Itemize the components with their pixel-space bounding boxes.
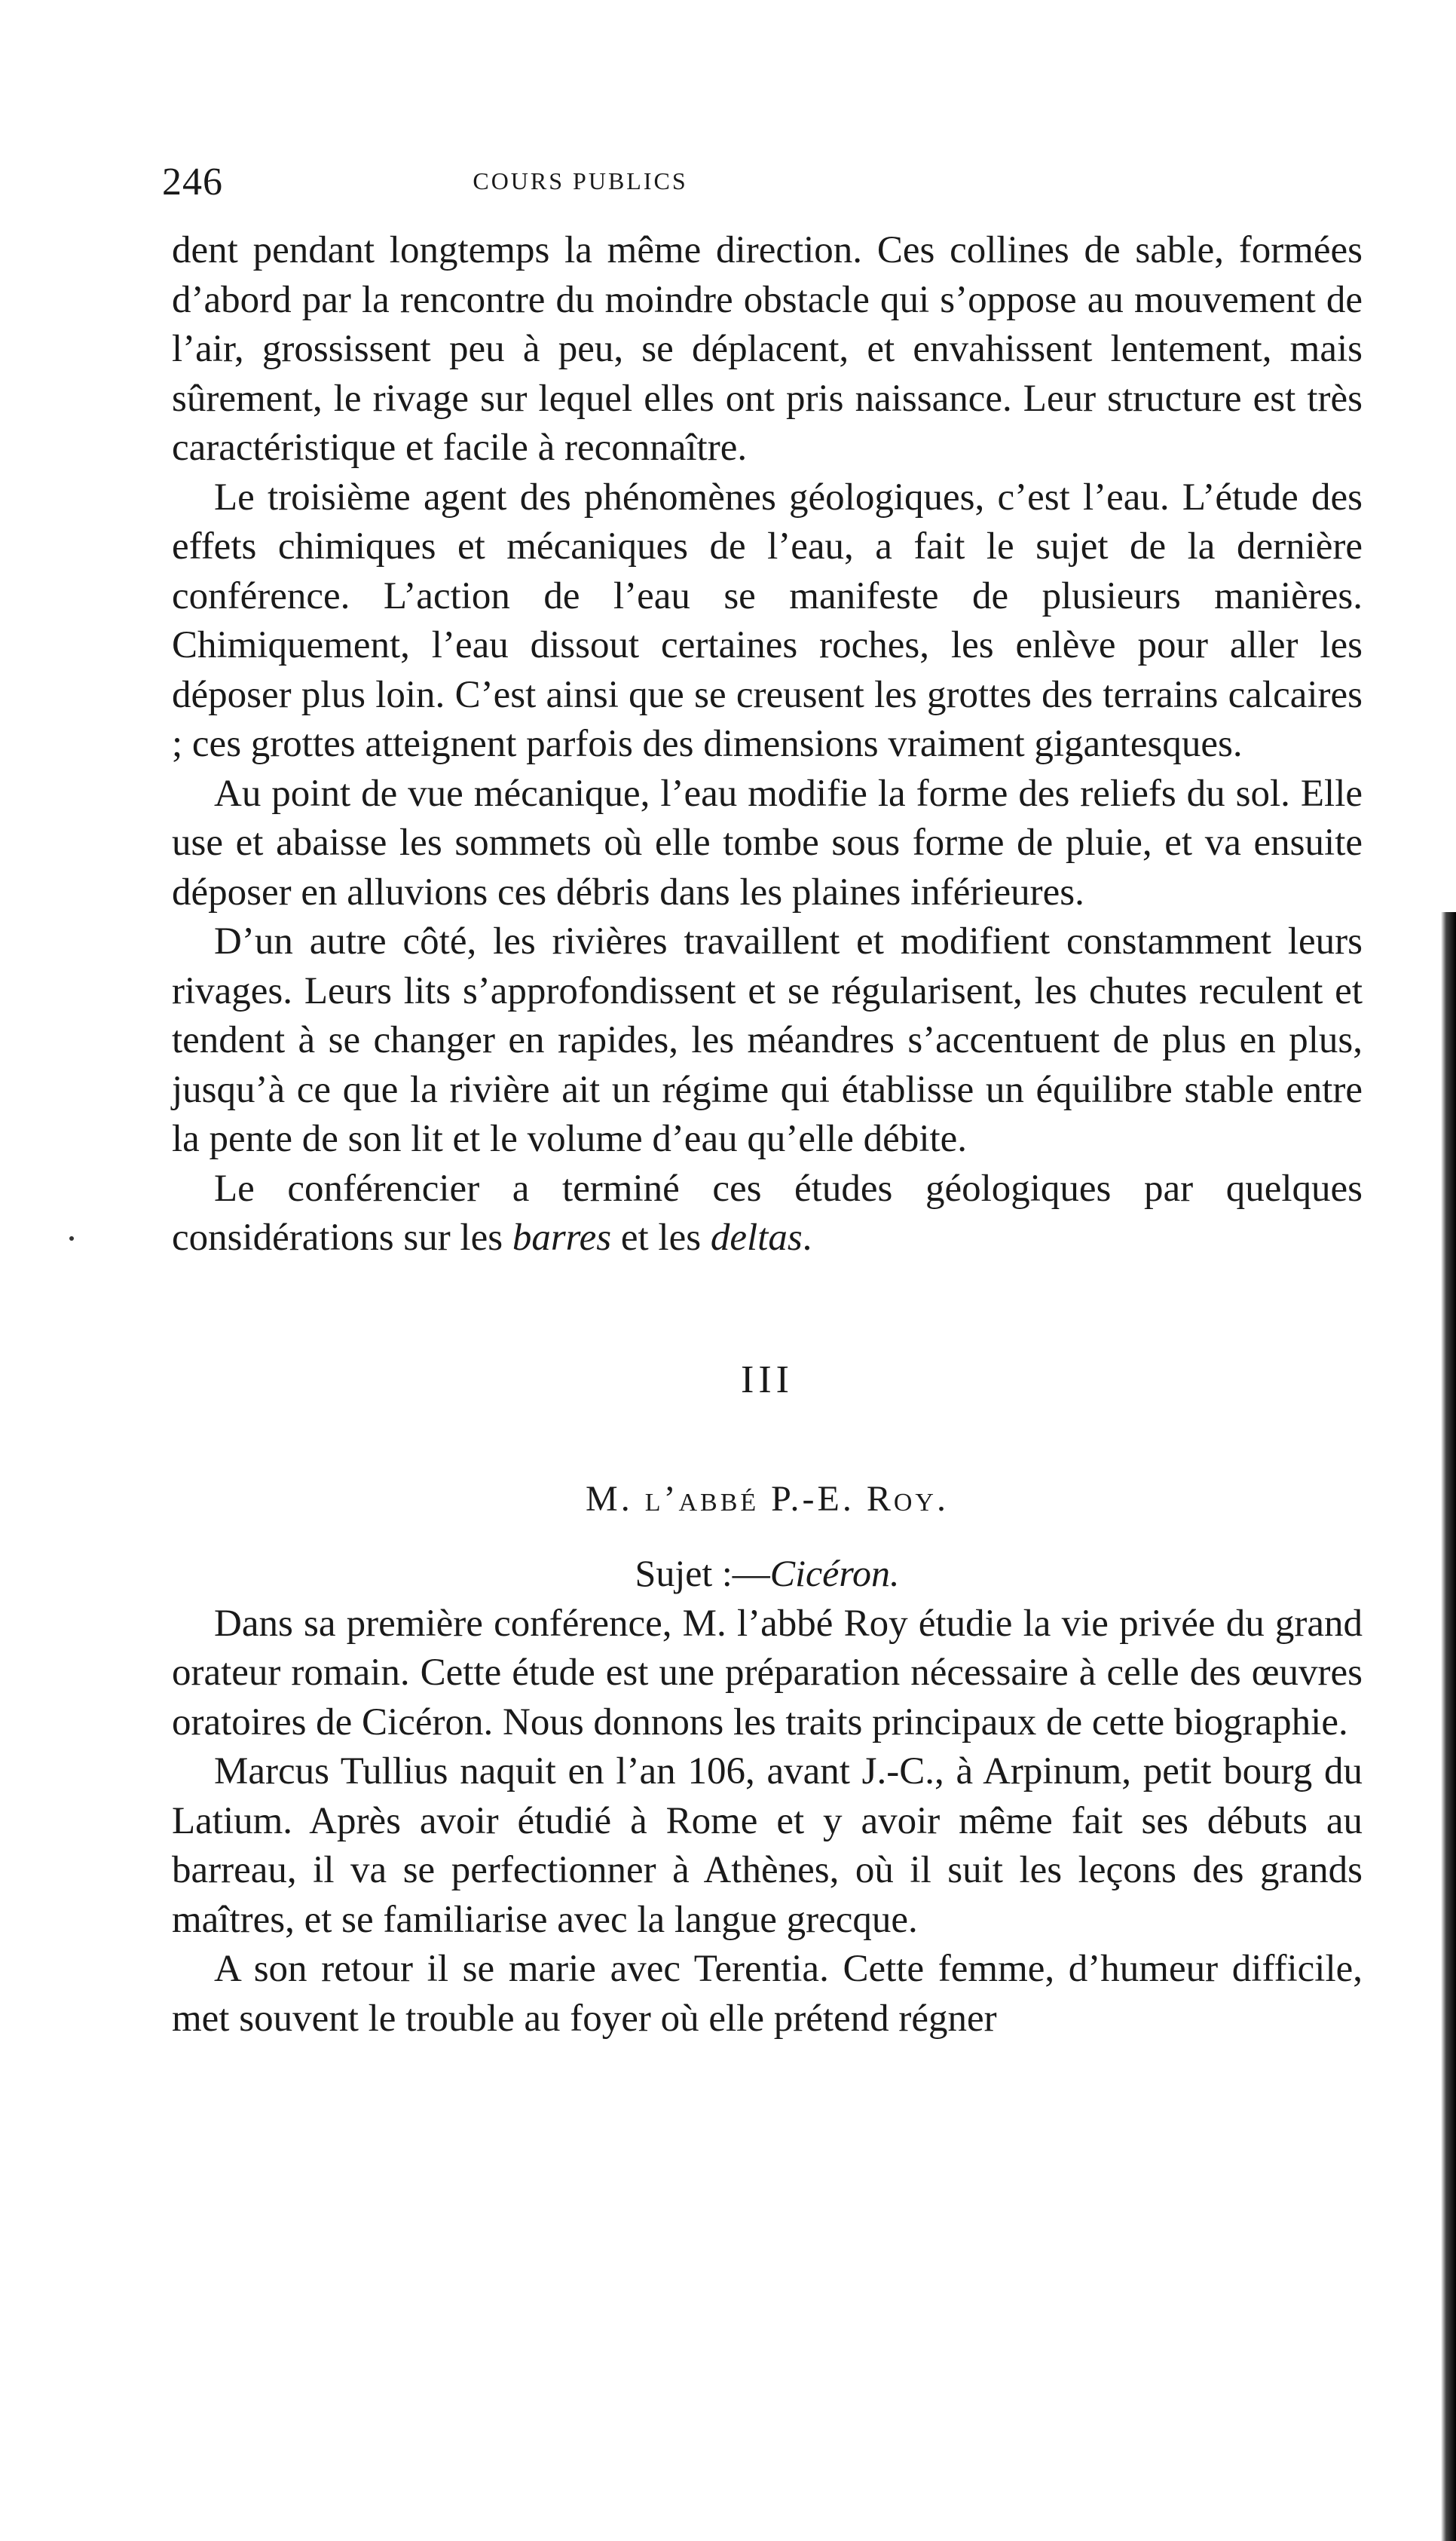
paragraph-marriage: A son retour il se marie avec Terentia. Cette femme, d’humeur difficile, met souvent le trouble au foyer où elle prétend régner bbox=[172, 1948, 1363, 2040]
conclusion-text-start: Le conférencier a terminé ces études géologiques par quelques considérations sur les bbox=[172, 1167, 1363, 1259]
term-barres: barres bbox=[512, 1217, 612, 1259]
scan-edge-shadow bbox=[1441, 912, 1456, 2541]
conclusion-text-end: . bbox=[802, 1217, 812, 1259]
paragraph-rivers: D’un autre côté, les rivières travaillent et modifient constamment leurs rivages. Leurs lits s’approfondissent et se régularisent, les chutes reculent et tendent à se changer en rapides, les méandres s’accentuent de plus en plus, jusqu’à ce que la rivière ait un régime qui établisse un équilibre stable entre la pente de son lit et le volume d’eau qu’elle débite. bbox=[172, 920, 1363, 1160]
text-column bbox=[172, 226, 1363, 2044]
page-number: 246 bbox=[162, 161, 223, 204]
running-header bbox=[162, 160, 1345, 205]
subject-label: Sujet :— bbox=[635, 1551, 770, 1594]
paragraph-mechanical: Au point de vue mécanique, l’eau modifie la forme des reliefs du sol. Elle use et abaisse les sommets où elle tombe sous forme de pluie, et va ensuite déposer en alluvions ces débris dans les plaines inférieures. bbox=[172, 772, 1363, 914]
conclusion-text-mid: et les bbox=[611, 1217, 711, 1259]
paragraph-biography: Marcus Tullius naquit en l’an 106, avant J.-C., à Arpinum, petit bourg du Latium. Après avoir étudié à Rome et y avoir même fait ses débuts au barreau, il va se perfectionner à Athènes, où il suit les leçons des grands maîtres, et se familiarise avec la langue grecque. bbox=[172, 1750, 1363, 1941]
section-number: III bbox=[741, 1358, 794, 1401]
section-author: M. l’abbé P.-E. Roy. bbox=[586, 1478, 949, 1519]
paragraph-first-lecture: Dans sa première conférence, M. l’abbé Roy étudie la vie privée du grand orateur romain. Cette étude est une préparation nécessaire à celle des œuvres oratoires de Cicéron. Nous donnons les traits principaux de cette biographie. bbox=[172, 1602, 1363, 1743]
scan-speck bbox=[69, 1236, 74, 1241]
running-title: COURS PUBLICS bbox=[473, 167, 688, 194]
paragraph-dunes: dent pendant longtemps la même direction. Ces collines de sable, formées d’abord par la rencontre du moindre obstacle qui s’oppose au mouvement de l’air, grossissent peu à peu, se déplacent, et envahissent lentement, mais sûrement, le rivage sur lequel elles ont pris naissance. Leur structure est très caractéristique et facile à reconnaître. bbox=[172, 229, 1363, 469]
term-deltas: deltas bbox=[710, 1217, 803, 1259]
subject-title: Cicéron. bbox=[769, 1551, 900, 1594]
paragraph-conclusion bbox=[172, 1165, 1363, 1263]
section-subject bbox=[172, 1547, 1363, 1600]
paragraph-water-agent: Le troisième agent des phénomènes géologiques, c’est l’eau. L’étude des effets chimiques et mécaniques de l’eau, a fait le sujet de la dernière conférence. L’action de l’eau se manifeste de plusieurs manières. Chimiquement, l’eau dissout certaines roches, les enlève pour aller les déposer plus loin. C’est ainsi que se creusent les grottes des terrains calcaires ; ces grottes atteignent parfois des dimensions vraiment gigantesques. bbox=[172, 476, 1363, 765]
